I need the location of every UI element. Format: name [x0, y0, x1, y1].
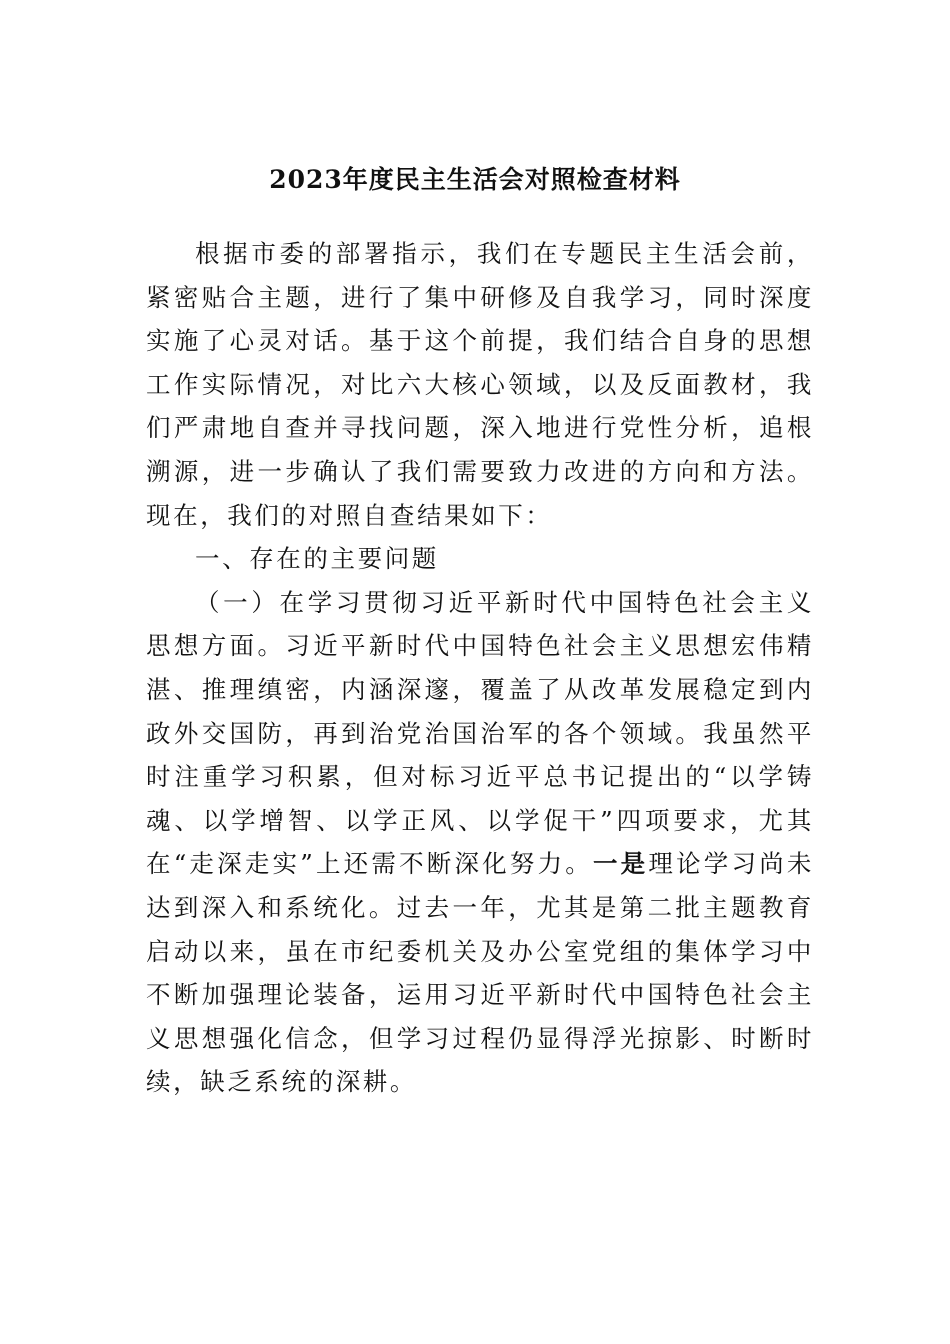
intro-paragraph: 根据市委的部署指示，我们在专题民主生活会前，紧密贴合主题，进行了集中研修及自我学习，同时深度实施了心灵对话。基于这个前提，我们结合自身的思想工作实际情况，对比六大核心领域，以及反面教材，我们严肃地自查并寻找问题，深入地进行党性分析，追根溯源，进一步确认了我们需要致力改进的方向和方法。现在，我们的对照自查结果如下：	[146, 239, 814, 530]
subsection-text-before: （一）在学习贯彻习近平新时代中国特色社会主义思想方面。习近平新时代中国特色社会主义思想宏伟精湛、推理缜密，内涵深邃，覆盖了从改革发展稳定到内政外交国防，再到治党治国治军的各个领域。我虽然平时注重学习积累，但对标习近平总书记提出的“以学铸魂、以学增智、以学正风、以学促干”四项要求，尤其在“走深走实”上还需不断深化努力。	[146, 587, 814, 879]
subsection-text-after: 理论学习尚未达到深入和系统化。过去一年，尤其是第二批主题教育启动以来，虽在市纪委机关及办公室党组的集体学习中不断加强理论装备，运用习近平新时代中国特色社会主义思想强化信念，但学习过程仍显得浮光掠影、时断时续，缺乏系统的深耕。	[146, 849, 814, 1097]
document-body	[146, 232, 814, 1104]
section-heading: 一、存在的主要问题	[195, 544, 439, 574]
document-title: 2023年度民主生活会对照检查材料	[269, 165, 681, 194]
subsection-paragraph	[146, 581, 814, 1104]
lead-label: 一是	[592, 849, 649, 879]
